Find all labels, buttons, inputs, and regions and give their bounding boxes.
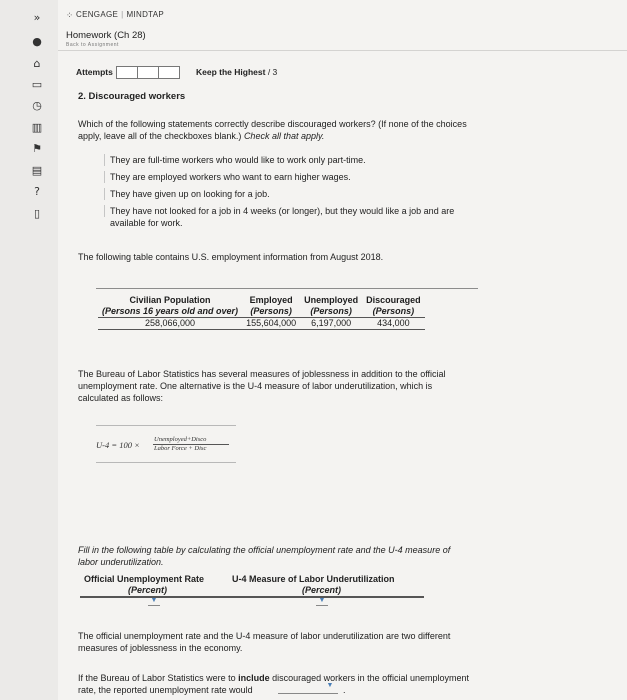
final-text: rate, the reported unemployment rate would	[78, 685, 253, 695]
table-header-row	[98, 295, 425, 306]
brand-mindtap: MINDTAP	[126, 10, 165, 19]
measures-line: The official unemployment rate and the U-4 measure of labor underutilization are two different	[78, 631, 451, 641]
bls-line: calculated as follows:	[78, 393, 164, 403]
cell-unemployed: 6,197,000	[300, 318, 362, 330]
assignment-title[interactable]: Homework (Ch 28)	[66, 30, 146, 41]
final-line	[78, 684, 568, 696]
bls-line: The Bureau of Labor Statistics has several measures of joblessness in addition to the official	[78, 369, 446, 379]
attempts-label: Attempts	[76, 67, 113, 77]
formula-numerator: Unemployed+Disco	[154, 436, 207, 443]
attempt-box	[158, 66, 180, 79]
print-icon[interactable]: ▤	[31, 164, 43, 177]
keep-highest-value: / 3	[267, 67, 278, 77]
bls-line: unemployment rate. One alternative is the U-4 measure of labor underutilization, which is	[78, 381, 433, 391]
fill-table-rule	[80, 596, 424, 598]
choice-checkbox-1[interactable]: They are full-time workers who would like to work only part-time.	[110, 155, 366, 165]
official-rate-dropdown-line	[148, 605, 160, 606]
keep-highest-text: Keep the Highest	[196, 67, 266, 77]
final-line	[78, 672, 568, 684]
homework-page	[58, 0, 627, 700]
prompt-line	[78, 130, 548, 142]
fill-line: labor underutilization.	[78, 557, 164, 567]
header-u4-unit: (Percent)	[302, 585, 342, 595]
help-icon[interactable]: ?	[34, 185, 40, 198]
bls-paragraph	[78, 368, 558, 404]
u4-formula-lhs: U-4 = 100 ×	[96, 440, 140, 450]
header-discouraged-unit: (Persons)	[362, 306, 425, 318]
choice-checkbox-2[interactable]: They are employed workers who want to earn higher wages.	[110, 172, 351, 182]
header-employed-unit: (Persons)	[242, 306, 300, 318]
fill-instructions	[78, 544, 558, 568]
left-toolbar	[0, 0, 58, 700]
cell-employed: 155,604,000	[242, 318, 300, 330]
table-row	[98, 318, 425, 330]
header-u4-measure: U-4 Measure of Labor Underutilization	[232, 574, 395, 584]
prompt-line: Which of the following statements correctly describe discouraged workers? (If none of the choices	[78, 119, 467, 129]
final-emphasis: include	[238, 673, 270, 683]
prompt-text: apply, leave all of the checkboxes blank.)	[78, 131, 244, 141]
final-text: discouraged workers in the official unemployment	[269, 673, 470, 683]
bookmark-icon[interactable]: ▯	[33, 207, 41, 220]
header-official-rate-unit: (Percent)	[128, 585, 168, 595]
formula-denominator: Labor Force + Disc	[154, 445, 207, 452]
attempts-boxes	[116, 64, 179, 82]
final-text: If the Bureau of Labor Statistics were to	[78, 673, 239, 683]
u4-measure-dropdown[interactable]: ▼	[318, 597, 326, 604]
brand: CENGAGE | MINDTAP	[76, 10, 165, 19]
official-rate-dropdown[interactable]: ▼	[150, 597, 158, 604]
header-employed: Employed	[249, 295, 293, 305]
header-unemployed: Unemployed	[304, 295, 359, 305]
book-icon[interactable]: ▭	[31, 78, 43, 91]
formula-bottom-rule	[96, 462, 236, 463]
cell-civilian: 258,066,000	[98, 318, 242, 330]
back-to-assignment-link[interactable]: Back to Assignment	[66, 42, 119, 48]
u4-dropdown-line	[316, 605, 328, 606]
keep-highest-label	[196, 66, 277, 78]
person-icon[interactable]: ●	[32, 35, 42, 48]
header-civilian-unit: (Persons 16 years old and over)	[98, 306, 242, 318]
books-icon[interactable]: ▥	[31, 121, 43, 134]
flag-icon[interactable]: ⚑	[32, 142, 42, 155]
header-discouraged: Discouraged	[366, 295, 421, 305]
table-intro: The following table contains U.S. employment information from August 2018.	[78, 252, 384, 262]
table-header-row	[98, 306, 425, 318]
header-civilian: Civilian Population	[129, 295, 211, 305]
choice-checkbox-4[interactable]	[110, 205, 530, 229]
attempt-box	[116, 66, 138, 79]
table-top-rule	[96, 288, 478, 289]
choice-text: available for work.	[110, 218, 183, 228]
header-divider	[58, 50, 627, 51]
choice-text: They have not looked for a job in 4 weeks (or longer), but they would like a job and are	[110, 206, 455, 216]
prompt-instruction: Check all that apply.	[243, 131, 325, 141]
unemployment-rate-dropdown[interactable]: ▼	[326, 682, 334, 689]
fill-line: Fill in the following table by calculating the official unemployment rate and the U-4 measure of	[78, 545, 451, 555]
header-unemployed-unit: (Persons)	[300, 306, 362, 318]
unemployment-rate-dropdown-line	[278, 693, 338, 694]
brand-cengage: CENGAGE	[76, 10, 119, 19]
attempt-box	[137, 66, 159, 79]
formula-top-rule	[96, 425, 236, 426]
question-prompt	[78, 118, 548, 142]
measures-paragraph	[78, 630, 558, 654]
double-chevron-icon[interactable]: »	[33, 11, 41, 24]
cengage-logo-icon: ⁘	[66, 10, 74, 20]
home-icon[interactable]: ⌂	[33, 57, 41, 70]
final-period: .	[343, 685, 346, 695]
clock-icon[interactable]: ◷	[32, 99, 42, 112]
question-title: 2. Discouraged workers	[78, 91, 186, 102]
cell-discouraged: 434,000	[362, 318, 425, 330]
employment-table	[98, 295, 425, 330]
measures-line: measures of joblessness in the economy.	[78, 643, 243, 653]
choice-checkbox-3[interactable]: They have given up on looking for a job.	[110, 189, 270, 199]
header-official-rate: Official Unemployment Rate	[84, 574, 205, 584]
